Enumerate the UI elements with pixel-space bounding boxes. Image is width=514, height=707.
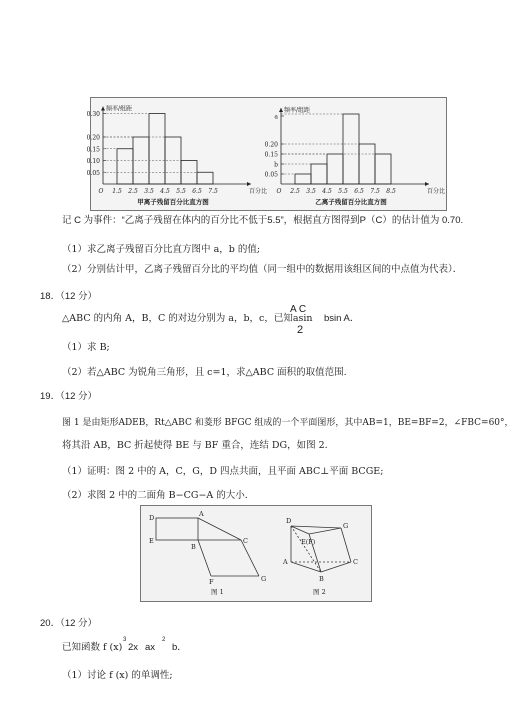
chart0-x-axis-label: 百分比 <box>249 188 268 195</box>
p20-superscript-2: 2 <box>162 637 166 643</box>
p20-stem-part-a: 已知函数 f (x) <box>62 642 123 653</box>
p19-stem-line-1: 图 1 是由矩形ADEB，Rt△ABC 和菱形 BFGC 组成的一个平面图形，其中AB=1，BE=BF=2，∠FBC=60°， <box>62 418 514 428</box>
chart1-x-axis-label: 百分比 <box>427 188 446 195</box>
chart1-x-tick-label-0: O <box>276 188 282 195</box>
chart1-x-tick-label-3: 4.5 <box>322 188 332 195</box>
p20-stem-part-b: 2x <box>128 642 139 653</box>
chart0-x-tick-label-3: 3.5 <box>144 188 154 195</box>
p20-stem-part-d: b． <box>172 642 187 653</box>
p17-event-text: 记 C 为事件：“乙离子残留在体内的百分比不低于5.5”，根据直方图得到P（C）的估计值为 0.70. <box>62 215 464 226</box>
chart1-y-tick-label-1: 0.20 <box>264 141 278 149</box>
p17-question-1: （1）求乙离子残留百分比直方图中 a，b 的值; <box>62 244 261 255</box>
chart0-x-tick-label-4: 4.5 <box>160 188 170 195</box>
chart0-x-arrow <box>247 182 251 186</box>
chart1-y-tick-label-0: a <box>274 113 278 121</box>
p19-stem-line-2: 将其沿 AB，BC 折起使得 BE 与 BF 重合，连结 DG，如图 2. <box>62 440 328 451</box>
fig2-caption: 图 2 <box>313 588 326 596</box>
fig1-label-b: B <box>191 543 196 551</box>
chart1-y-tick-label-3: b <box>274 161 278 169</box>
chart1-x-tick-label-7: 8.5 <box>386 188 396 195</box>
fig1-label-f: F <box>209 578 214 586</box>
chart1-title: 乙离子残留百分比直方图 <box>315 198 387 206</box>
p19-question-1: （1）证明：图 2 中的 A，C，G，D 四点共面，且平面 ABC⊥平面 BCGE; <box>62 466 384 477</box>
p20-superscript-3: 3 <box>123 637 127 643</box>
p20-number: 20．（12 分） <box>40 618 98 629</box>
chart0-y-axis-label: 频率/组距 <box>106 105 133 113</box>
chart1-bar-0 <box>295 174 311 184</box>
histogram-figure <box>86 98 446 210</box>
fig1-label-c: C <box>243 537 248 545</box>
chart0-x-tick-label-2: 2.5 <box>128 188 138 195</box>
chart1-bar-3 <box>343 114 359 184</box>
fig2-label-d: D <box>286 517 292 525</box>
p17-question-2: （2）分别估计甲，乙离子残留百分比的平均值（同一组中的数据用该组区间的中点值为代表）． <box>62 264 463 275</box>
chart1-bar-5 <box>375 154 391 184</box>
chart0-title: 甲离子残留百分比直方图 <box>137 198 209 206</box>
chart1-bar-1 <box>311 164 327 184</box>
chart1-y-tick-label-4: 0.05 <box>264 171 278 179</box>
chart0-y-tick-label-3: 0.10 <box>86 158 100 165</box>
chart0-x-tick-label-1: 1.5 <box>112 188 122 195</box>
fig1-label-g: G <box>261 575 267 583</box>
chart0-y-tick-label-1: 0.20 <box>86 134 100 142</box>
fig1-rectangle-adeb <box>156 518 198 540</box>
p18-fraction-denominator: 2 <box>297 324 304 336</box>
geometry-figure-panel <box>140 505 372 602</box>
chart1-x-tick-label-4: 5.5 <box>338 188 348 195</box>
p18-fraction-numerator: A C <box>290 304 307 315</box>
chart0-x-tick-label-7: 7.5 <box>208 188 218 195</box>
fig1-caption: 图 1 <box>211 588 224 596</box>
chart0-bar-2 <box>149 114 165 185</box>
chart0-x-tick-label-6: 6.5 <box>192 188 202 195</box>
chart1-bar-4 <box>359 144 375 184</box>
chart0-y-tick-label-4: 0.05 <box>86 169 100 177</box>
chart0-y-tick-label-2: 0.15 <box>86 146 100 154</box>
p20-stem-part-c: ax <box>145 642 156 653</box>
chart1-x-tick-label-5: 6.5 <box>354 188 364 195</box>
chart0-bar-0 <box>117 149 133 184</box>
chart0-y-arrow <box>101 106 105 110</box>
fig1-label-a: A <box>199 510 204 518</box>
p18-stem-part-b: bsin A． <box>324 313 360 324</box>
fig2-label-g: G <box>343 522 349 530</box>
geometry-figure <box>141 506 371 601</box>
chart1-y-tick-label-2: 0.15 <box>264 151 278 159</box>
fig2-label-b: B <box>319 575 324 583</box>
chart1-x-tick-label-6: 7.5 <box>370 188 380 195</box>
chart1-x-tick-label-1: 2.5 <box>290 188 300 195</box>
p18-question-2: （2）若△ABC 为锐角三角形，且 c=1，求△ABC 面积的取值范围. <box>62 367 347 378</box>
chart1-x-tick-label-2: 3.5 <box>306 188 316 195</box>
histogram-figure-panel <box>86 97 447 211</box>
chart1-y-axis-label: 频率/组距 <box>284 107 311 114</box>
chart1-x-arrow <box>425 182 429 186</box>
p18-number: 18．（12 分） <box>40 291 98 302</box>
p20-question-1: （1）讨论 f (x) 的单调性; <box>62 670 173 681</box>
fig2-label-e-f: E(F) <box>301 538 316 546</box>
chart0-x-tick-label-0: O <box>98 188 104 195</box>
p18-stem-part-a: △ABC 的内角 A，B，C 的对边分别为 a，b，c，已知asin <box>62 313 313 324</box>
p19-number: 19．（12 分） <box>40 391 98 402</box>
chart0-y-tick-label-0: 0.30 <box>86 111 100 118</box>
fig1-label-e: E <box>149 537 154 545</box>
p18-question-1: （1）求 B; <box>62 342 110 353</box>
fig2-label-a: A <box>283 558 288 566</box>
chart0-x-tick-label-5: 5.5 <box>176 188 186 195</box>
chart1-bar-2 <box>327 154 343 184</box>
fig1-label-d: D <box>149 514 155 522</box>
chart0-bar-5 <box>197 172 213 184</box>
fig2-label-c: C <box>353 558 358 566</box>
p19-question-2: （2）求图 2 中的二面角 B−CG−A 的大小. <box>62 490 248 501</box>
chart1-y-arrow <box>279 108 283 112</box>
